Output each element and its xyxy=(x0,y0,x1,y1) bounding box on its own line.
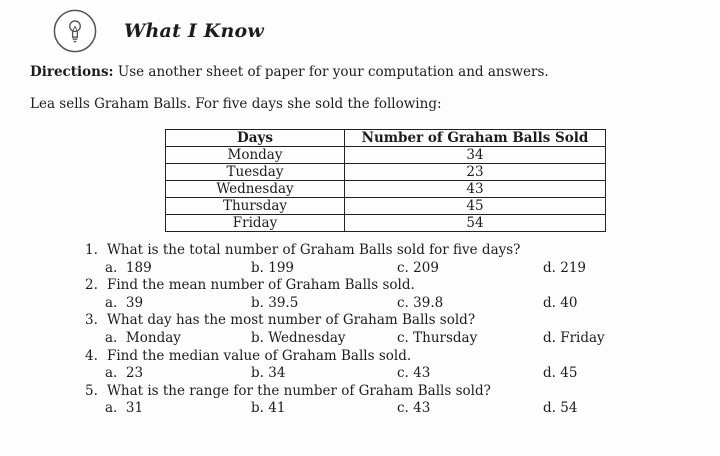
section-header xyxy=(52,8,264,54)
table-cell-value: 45 xyxy=(345,198,606,215)
option-c: c. 43 xyxy=(397,365,431,382)
intro-text: Lea sells Graham Balls. For five days she sold the following: xyxy=(30,96,442,112)
option-a: a. Monday xyxy=(105,329,181,346)
table-header-number-sold: Number of Graham Balls Sold xyxy=(345,130,606,147)
directions-label: Directions: xyxy=(30,64,114,80)
question-text: Find the mean number of Graham Balls sold. xyxy=(107,277,415,294)
question-2-options xyxy=(28,295,700,313)
table-cell-value: 54 xyxy=(345,215,606,232)
option-b: b. 41 xyxy=(251,400,286,417)
question-text: What day has the most number of Graham Balls sold? xyxy=(107,312,476,329)
question-3-options xyxy=(28,330,700,348)
sales-table xyxy=(165,129,606,232)
option-d: d. 40 xyxy=(543,294,578,311)
table-cell-value: 23 xyxy=(345,164,606,181)
question-5-options xyxy=(28,400,700,418)
table-cell-value: 34 xyxy=(345,147,606,164)
table-cell-day: Monday xyxy=(166,147,345,164)
table-row xyxy=(166,181,606,198)
table-row xyxy=(166,215,606,232)
option-a: a. 189 xyxy=(105,259,152,276)
table-row xyxy=(166,147,606,164)
question-number: 4. xyxy=(85,347,98,364)
option-b: b. 39.5 xyxy=(251,294,299,311)
question-5 xyxy=(28,383,700,401)
option-a: a. 31 xyxy=(105,400,144,417)
directions-text: Use another sheet of paper for your computation and answers. xyxy=(113,64,549,80)
question-number: 3. xyxy=(85,312,98,329)
table-header-days: Days xyxy=(166,130,345,147)
table-cell-day: Tuesday xyxy=(166,164,345,181)
table-cell-day: Wednesday xyxy=(166,181,345,198)
question-text: What is the total number of Graham Balls sold for five days? xyxy=(107,242,521,258)
option-d: d. 219 xyxy=(543,259,586,276)
question-4-options xyxy=(28,365,700,383)
question-number: 5. xyxy=(85,382,98,399)
table-cell-value: 43 xyxy=(345,181,606,198)
question-3 xyxy=(28,312,700,330)
question-text: Find the median value of Graham Balls sold. xyxy=(107,347,412,364)
option-d: d. 45 xyxy=(543,365,578,382)
section-title: What I Know xyxy=(124,20,264,42)
table-row xyxy=(166,164,606,181)
option-d: d. Friday xyxy=(543,329,605,346)
table-cell-day: Friday xyxy=(166,215,345,232)
option-c: c. 209 xyxy=(397,259,439,276)
question-4 xyxy=(28,348,700,366)
directions-line xyxy=(30,64,549,80)
option-d: d. 54 xyxy=(543,400,578,417)
option-b: b. Wednesday xyxy=(251,329,346,346)
option-a: a. 23 xyxy=(105,365,144,382)
question-number: 1. xyxy=(85,242,98,258)
option-c: c. Thursday xyxy=(397,329,478,346)
table-row xyxy=(166,198,606,215)
question-text: What is the range for the number of Graham Balls sold? xyxy=(107,382,491,399)
question-1-options xyxy=(28,260,700,278)
option-c: c. 43 xyxy=(397,400,431,417)
table-cell-day: Thursday xyxy=(166,198,345,215)
question-2 xyxy=(28,277,700,295)
option-a: a. 39 xyxy=(105,294,144,311)
question-1 xyxy=(28,242,700,260)
option-b: b. 34 xyxy=(251,365,286,382)
question-number: 2. xyxy=(85,277,98,294)
what-i-know-lightbulb-icon xyxy=(52,8,98,54)
questions-list xyxy=(28,242,700,418)
option-c: c. 39.8 xyxy=(397,294,444,311)
option-b: b. 199 xyxy=(251,259,294,276)
table-header-row xyxy=(166,130,606,147)
